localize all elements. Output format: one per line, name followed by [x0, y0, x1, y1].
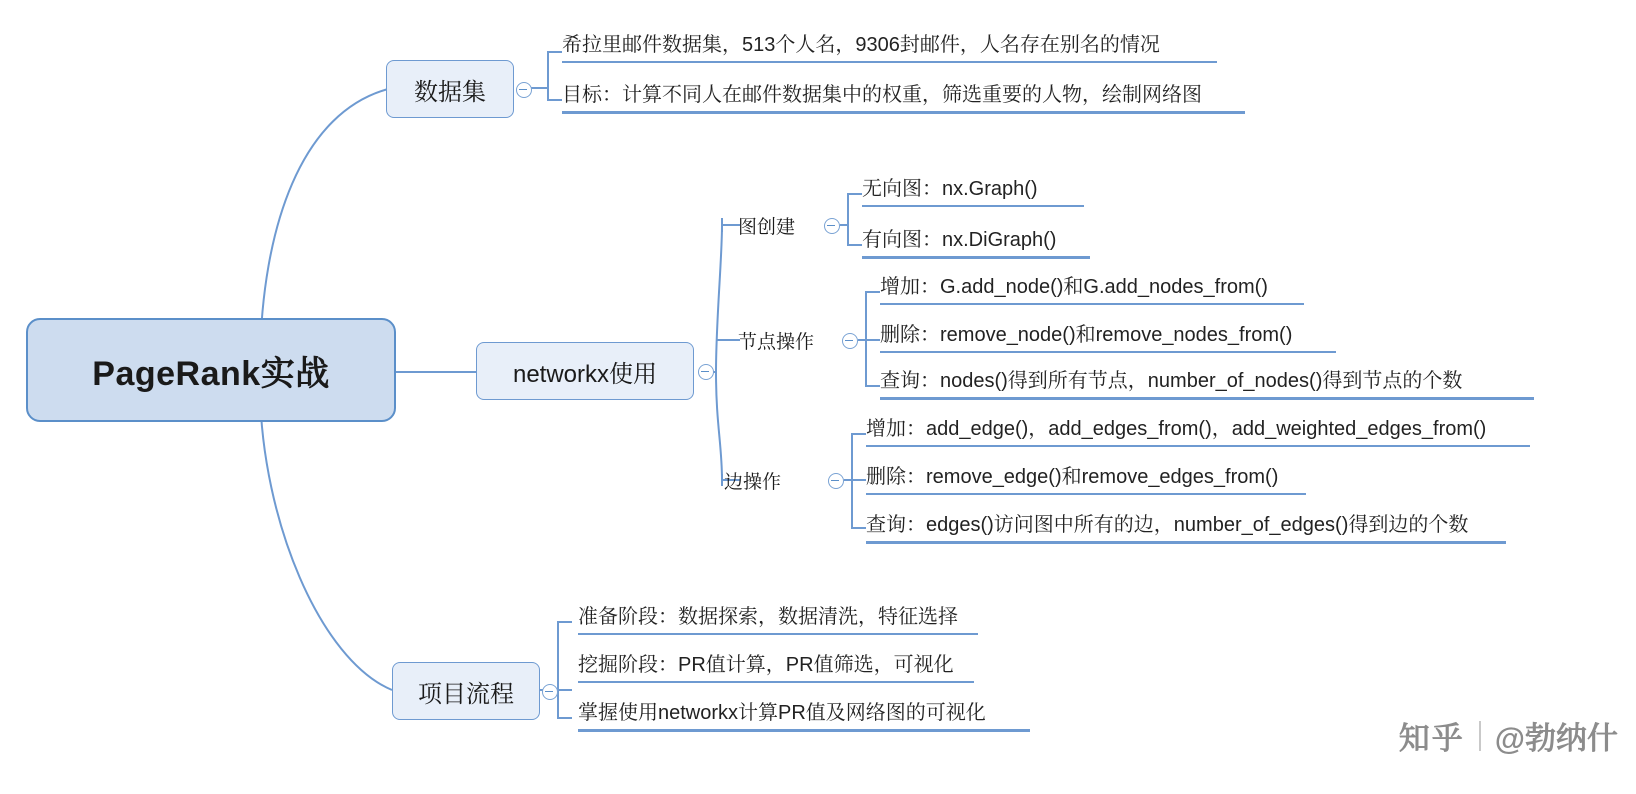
- collapse-toggle-dataset[interactable]: [516, 82, 532, 98]
- watermark-user: @勃纳什: [1494, 721, 1618, 756]
- leaf-underline: [578, 633, 978, 635]
- branch-node-project-flow[interactable]: [392, 662, 540, 720]
- group-node-node-ops-label: 节点操作: [738, 331, 815, 353]
- leaf-project-flow-1-label: 准备阶段：数据探索，数据清洗，特征选择: [578, 606, 958, 628]
- leaf-project-flow-3-label: 掌握使用networkx计算PR值及网络图的可视化: [578, 702, 986, 724]
- group-node-graph-create-label: 图创建: [738, 216, 796, 238]
- leaf-underline: [862, 256, 1090, 259]
- leaf-underline: [866, 541, 1506, 544]
- group-node-edge-ops[interactable]: [724, 465, 781, 495]
- leaf-edge-ops-2-label: 删除：remove_edge()和remove_edges_from(): [866, 466, 1279, 488]
- watermark: [1399, 713, 1618, 758]
- branch-node-project-flow-label: 项目流程: [418, 680, 514, 708]
- leaf-underline: [880, 303, 1304, 305]
- leaf-dataset-1[interactable]: [562, 28, 1217, 63]
- group-node-graph-create[interactable]: [738, 210, 795, 240]
- leaf-project-flow-3[interactable]: [578, 696, 1030, 732]
- leaf-node-ops-2[interactable]: [880, 318, 1336, 353]
- leaf-dataset-1-label: 希拉里邮件数据集，513个人名，9306封邮件，人名存在别名的情况: [562, 34, 1160, 56]
- leaf-edge-ops-3[interactable]: [866, 508, 1506, 544]
- group-node-node-ops[interactable]: [738, 325, 814, 355]
- branch-node-dataset-label: 数据集: [414, 78, 486, 106]
- leaf-underline: [562, 61, 1217, 63]
- leaf-dataset-2[interactable]: [562, 78, 1245, 114]
- leaf-edge-ops-3-label: 查询：edges()访问图中所有的边，number_of_edges()得到边的个数: [866, 514, 1469, 536]
- leaf-underline: [578, 729, 1030, 732]
- leaf-graph-create-2[interactable]: [862, 223, 1090, 259]
- root-node-label: PageRank实战: [92, 354, 330, 393]
- leaf-underline: [578, 681, 974, 683]
- leaf-graph-create-1-label: 无向图：nx.Graph(): [862, 178, 1038, 200]
- leaf-edge-ops-1[interactable]: [866, 412, 1530, 447]
- watermark-divider: [1479, 721, 1481, 751]
- leaf-edge-ops-2[interactable]: [866, 460, 1306, 495]
- leaf-project-flow-1[interactable]: [578, 600, 978, 635]
- leaf-graph-create-2-label: 有向图：nx.DiGraph(): [862, 229, 1057, 251]
- branch-node-dataset[interactable]: [386, 60, 514, 118]
- collapse-toggle-networkx[interactable]: [698, 364, 714, 380]
- watermark-brand: 知乎: [1398, 721, 1465, 756]
- leaf-edge-ops-1-label: 增加：add_edge()，add_edges_from()，add_weighted_edges_from(): [866, 418, 1487, 440]
- leaf-underline: [880, 397, 1534, 400]
- branch-node-networkx[interactable]: [476, 342, 694, 400]
- leaf-project-flow-2[interactable]: [578, 648, 974, 683]
- leaf-underline: [866, 493, 1306, 495]
- leaf-dataset-2-label: 目标：计算不同人在邮件数据集中的权重，筛选重要的人物，绘制网络图: [562, 84, 1202, 106]
- leaf-node-ops-3[interactable]: [880, 364, 1534, 400]
- leaf-underline: [880, 351, 1336, 353]
- branch-node-networkx-label: networkx使用: [512, 360, 658, 388]
- leaf-graph-create-1[interactable]: [862, 172, 1084, 207]
- collapse-toggle-project-flow[interactable]: [542, 684, 558, 700]
- leaf-node-ops-1-label: 增加：G.add_node()和G.add_nodes_from(): [880, 276, 1268, 298]
- leaf-underline: [562, 111, 1245, 114]
- leaf-underline: [862, 205, 1084, 207]
- collapse-toggle-graph-create[interactable]: [824, 218, 840, 234]
- collapse-toggle-node-ops[interactable]: [842, 333, 858, 349]
- leaf-node-ops-2-label: 删除：remove_node()和remove_nodes_from(): [880, 324, 1293, 346]
- leaf-project-flow-2-label: 挖掘阶段：PR值计算，PR值筛选，可视化: [578, 654, 954, 676]
- collapse-toggle-edge-ops[interactable]: [828, 473, 844, 489]
- root-node[interactable]: [26, 318, 396, 422]
- leaf-node-ops-3-label: 查询：nodes()得到所有节点，number_of_nodes()得到节点的个数: [880, 370, 1463, 392]
- leaf-underline: [866, 445, 1530, 447]
- group-node-edge-ops-label: 边操作: [724, 471, 782, 493]
- leaf-node-ops-1[interactable]: [880, 270, 1304, 305]
